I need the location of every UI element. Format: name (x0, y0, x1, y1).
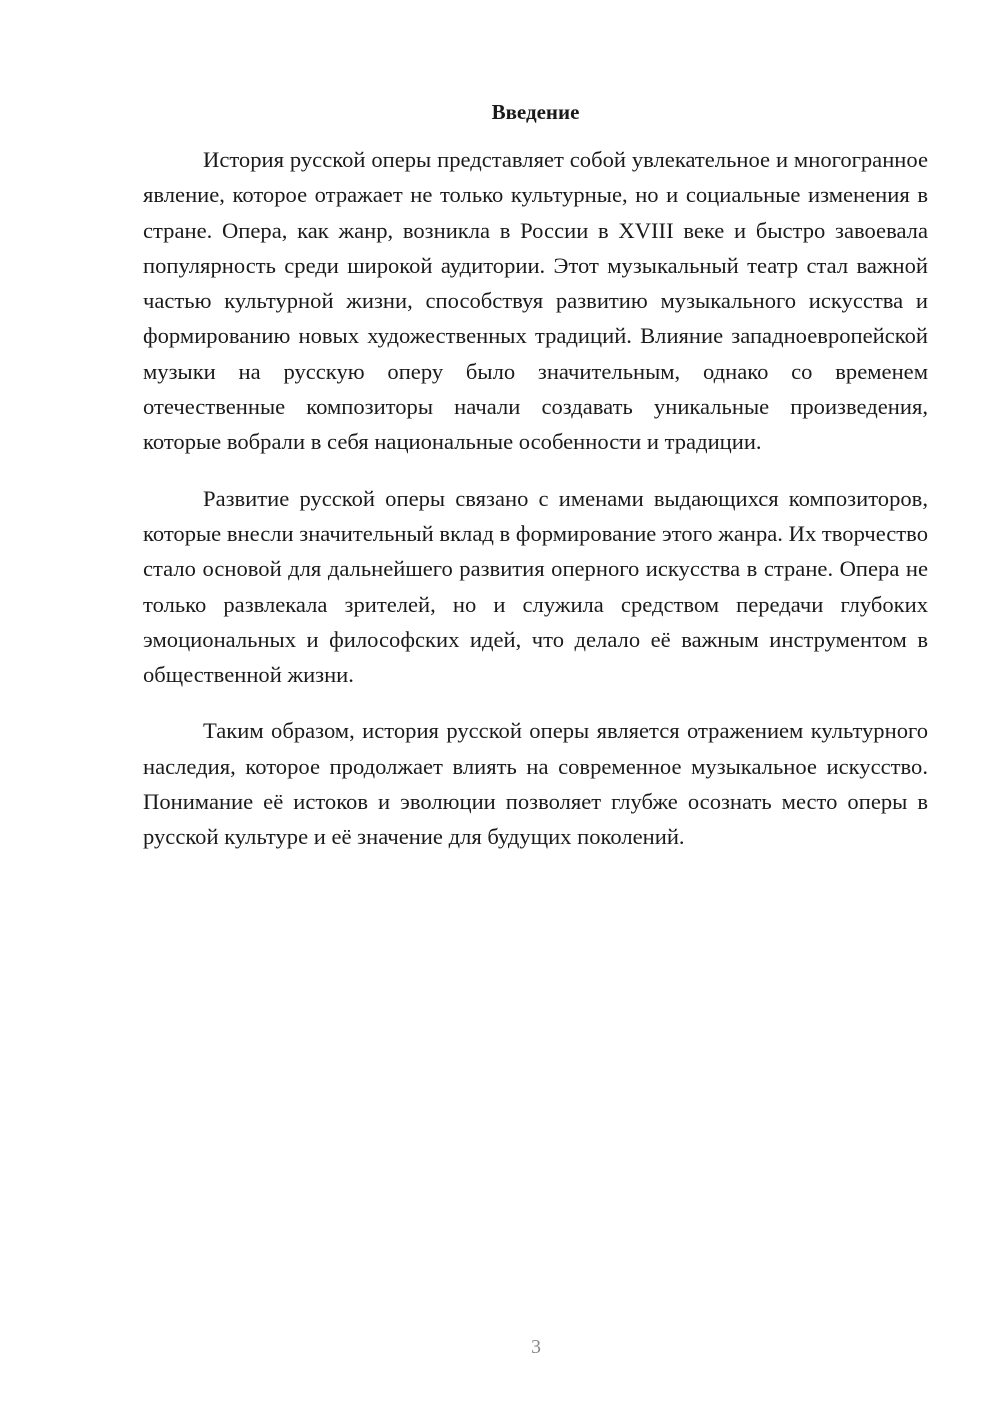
body-text (143, 142, 928, 876)
paragraph-3: Таким образом, история русской оперы является отражением культурного наследия, которое продолжает влиять на современное музыкальное искусство. Понимание её истоков и эволюции позволяет глубже осознать место оперы в русской культуре и её значение для будущих поколений. (143, 718, 928, 850)
section-heading: Введение (491, 100, 580, 124)
paragraph-2: Развитие русской оперы связано с именами выдающихся композиторов, которые внесли значительный вклад в формирование этого жанра. Их творчество стало основой для дальнейшего развития оперного искусства в стране. Опера не только развлекала зрителей, но и служила средством передачи глубоких эмоциональных и философских идей, что делало её важным инструментом в общественной жизни. (143, 485, 928, 688)
page-number: 3 (531, 1336, 541, 1358)
paragraph-1: История русской оперы представляет собой увлекательное и многогранное явление, которое отражает не только культурные, но и социальные изменения в стране. Опера, как жанр, возникла в России в XVIII веке и быстро завоевала популярность среди широкой аудитории. Этот музыкальный театр стал важной частью культурной жизни, способствуя развитию музыкального искусства и формированию новых художественных традиций. Влияние западноевропейской музыки на русскую оперу было значительным, однако со временем отечественные композиторы начали создавать уникальные произведения, которые вобрали в себя национальные особенности и традиции. (143, 147, 928, 455)
